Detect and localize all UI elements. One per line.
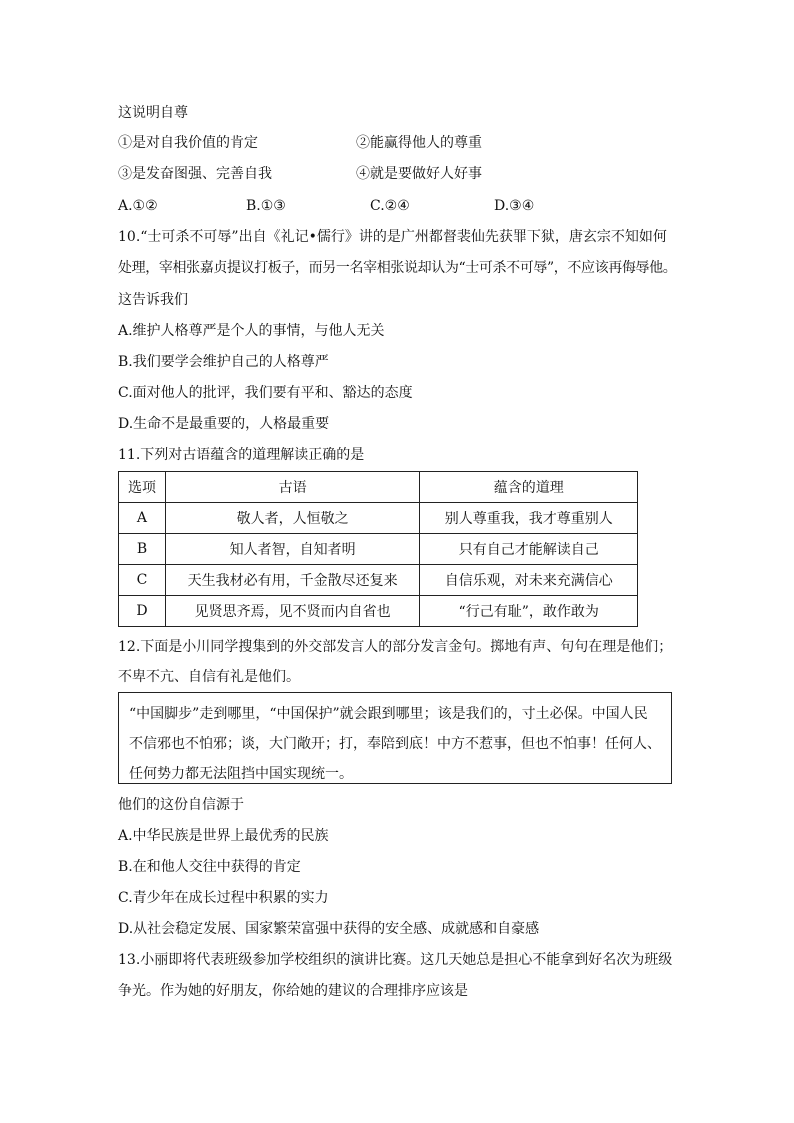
q12-stem-line-2: 不卑不亢、自信有礼是他们。	[118, 669, 300, 685]
q12-choice-c: C.青少年在成长过程中积累的实力	[118, 890, 329, 906]
row-saying: 天生我材必有用，千金散尽还复来	[165, 565, 419, 596]
header-ancient-saying: 古语	[165, 472, 419, 503]
q13-stem-line-2: 争光。作为她的好朋友，你给她的建议的合理排序应该是	[118, 983, 468, 999]
row-option: A	[119, 503, 166, 534]
row-saying: 知人者智，自知者明	[165, 534, 419, 565]
table-header-row	[119, 472, 638, 503]
row-meaning: 自信乐观，对未来充满信心	[420, 565, 638, 596]
header-option: 选项	[119, 472, 166, 503]
row-option: B	[119, 534, 166, 565]
q9-statement-2: ②能赢得他人的尊重	[356, 135, 482, 151]
q9-statement-1: ①是对自我价值的肯定	[118, 135, 258, 151]
q12-quote-line-3: 任何势力都无法阻挡中国实现统一。	[129, 766, 353, 782]
q12-choice-d: D.从社会稳定发展、国家繁荣富强中获得的安全感、成就感和自豪感	[118, 921, 540, 937]
q12-quote-line-2: 不信邪也不怕邪；谈，大门敞开；打，奉陪到底！中方不惹事，但也不怕事！任何人、	[129, 736, 661, 752]
q12-stem-line-3: 他们的这份自信源于	[118, 797, 244, 813]
q9-statement-3: ③是发奋图强、完善自我	[118, 166, 272, 182]
table-row	[119, 596, 638, 627]
row-meaning: “行己有耻”，敢作敢为	[420, 596, 638, 627]
q12-stem-line-1: 12.下面是小川同学搜集到的外交部发言人的部分发言金句。掷地有声、句句在理是他们；	[118, 639, 673, 655]
q10-stem-line-3: 这告诉我们	[118, 292, 188, 308]
q9-choice-d: D.③④	[494, 198, 535, 214]
q10-choice-b: B.我们要学会维护自己的人格尊严	[118, 354, 329, 370]
q11-table	[118, 471, 638, 627]
q10-choice-d: D.生命不是最重要的，人格最重要	[118, 416, 330, 432]
q12-choice-a: A.中华民族是世界上最优秀的民族	[118, 828, 329, 844]
q9-choice-b: B.①③	[246, 198, 286, 214]
q12-quote-line-1: “中国脚步”走到哪里，“中国保护”就会跟到哪里；该是我们的，寸土必保。中国人民	[129, 706, 648, 722]
q11-stem: 11.下列对古语蕴含的道理解读正确的是	[118, 447, 365, 463]
row-meaning: 只有自己才能解读自己	[420, 534, 638, 565]
row-option: D	[119, 596, 166, 627]
header-meaning: 蕴含的道理	[420, 472, 638, 503]
row-meaning: 别人尊重我，我才尊重别人	[420, 503, 638, 534]
row-saying: 见贤思齐焉，见不贤而内自省也	[165, 596, 419, 627]
q9-statement-4: ④就是要做好人好事	[356, 166, 482, 182]
q10-choice-a: A.维护人格尊严是个人的事情，与他人无关	[118, 323, 385, 339]
q12-choice-b: B.在和他人交往中获得的肯定	[118, 859, 301, 875]
q10-choice-c: C.面对他人的批评，我们要有平和、豁达的态度	[118, 385, 413, 401]
q10-stem-line-1: 10.“士可杀不可辱”出自《礼记•儒行》讲的是广州都督裴仙先获罪下狱，唐玄宗不知如何	[118, 229, 667, 245]
q9-stem-tail: 这说明自尊	[118, 105, 188, 121]
row-option: C	[119, 565, 166, 596]
q9-choice-a: A.①②	[118, 198, 158, 214]
q10-stem-line-2: 处理，宰相张嘉贞提议打板子，而另一名宰相张说却认为“士可杀不可辱”，不应该再侮辱他。	[118, 260, 677, 276]
q13-stem-line-1: 13.小丽即将代表班级参加学校组织的演讲比赛。这几天她总是担心不能拿到好名次为班级	[118, 952, 673, 968]
table-row	[119, 534, 638, 565]
table-row	[119, 503, 638, 534]
q12-quote-box	[118, 692, 672, 784]
row-saying: 敬人者，人恒敬之	[165, 503, 419, 534]
table-row	[119, 565, 638, 596]
q9-choice-c: C.②④	[370, 198, 410, 214]
